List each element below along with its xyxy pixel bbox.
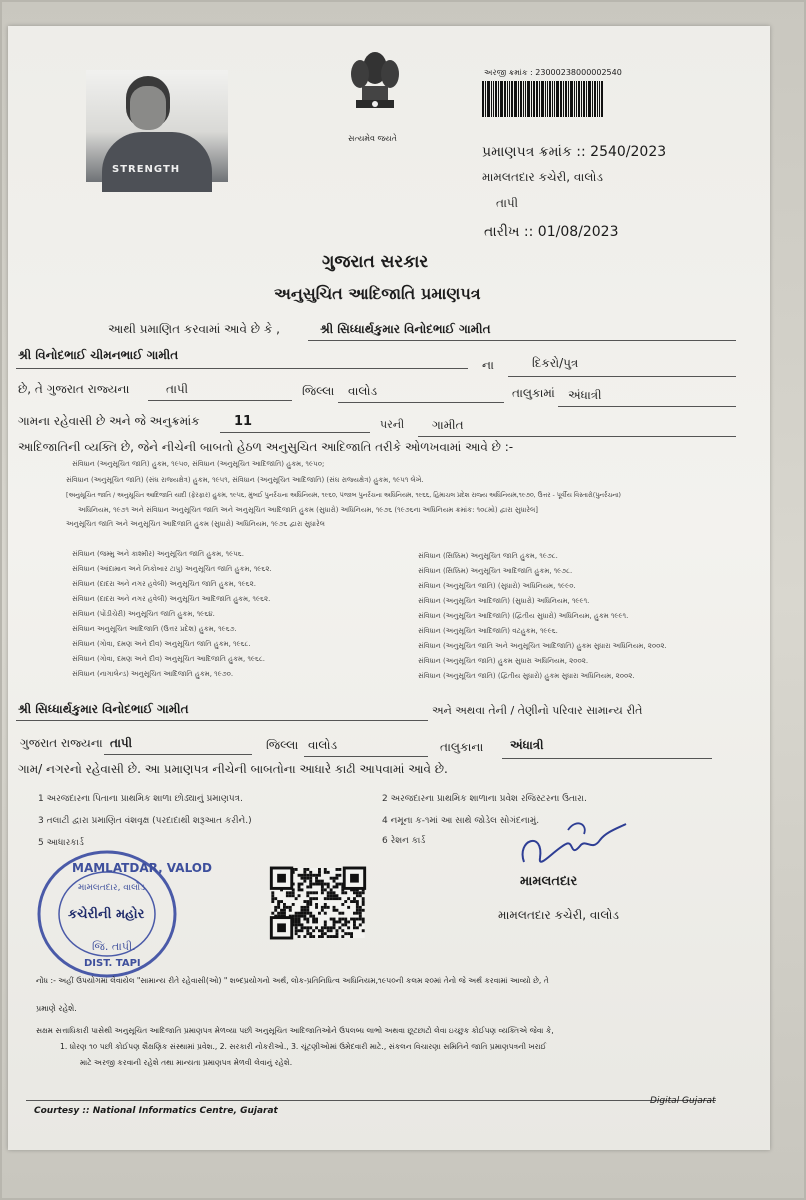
seal-bottom-text-en: DIST. TAPI [84, 958, 141, 969]
district-label: જિલ્લા [302, 384, 335, 398]
note-line-2: પ્રમાણે રહેશે. [36, 1004, 77, 1013]
relation: દિકરો/પુત્ર [532, 356, 579, 370]
district-label-2: જિલ્લા [266, 738, 299, 752]
note-line-5: માટે અરજી કરવાની રહેશે તથા માન્યતા પ્રમાણપત્ર મેળવી લેવાનું રહેશે. [80, 1058, 293, 1067]
seal-middle-text: મામલતદાર, વાલોડ [78, 883, 146, 893]
order-right-item: સંવિધાન (અનુસૂચિત જાતિ) (સુધારો) અધિનિયમ, ૧૯૯૦. [418, 582, 576, 590]
applicant-photo [86, 70, 228, 182]
orders-left-list [72, 550, 272, 685]
footer-courtesy: Courtesy :: National Informatics Centre, Gujarat [34, 1106, 278, 1116]
seal-bottom-text: જિ. તાપી. [92, 940, 136, 953]
order-right-item: સંવિધાન (અનુસૂચિત આદિજાતિ) (સુધારો) અધિનિયમ, ૧૯૯૧. [418, 597, 590, 605]
order-left-item: સંવિધાન (જમ્મુ અને કાશ્મીર) અનુસૂચિત જાતિ હુકમ, ૧૯૫૬. [72, 550, 244, 558]
order-left-item: સંવિધાન (ગોવા, દમણ અને દીવ) અનુસૂચિત જાતિ હુકમ, ૧૯૬૮. [72, 640, 251, 648]
village-value-2: અંધાત્રી [510, 738, 544, 752]
basis-sentence: ગામ/ નગરનો રહેવાસી છે. આ પ્રમાણપત્ર નીચેની બાબતોના આધારે કાઢી આપવામાં આવે છે. [18, 762, 448, 776]
candidate-name: શ્રી સિધ્ધાર્થકુમાર વિનોદભાઈ ગામીત [320, 322, 491, 336]
order-left-item: સંવિધાન અનુસૂચિત આદિજાતિ (ઉત્તર પ્રદેશ) હુકમ, ૧૯૬૭. [72, 625, 237, 633]
tribe-name: ગામીત [432, 418, 464, 432]
office-district: તાપી [496, 196, 519, 210]
resident-phrase: ગામના રહેવાસી છે અને જે અનુક્રમાંક [18, 414, 200, 428]
parent-name: શ્રી વિનોદભાઈ ચીમનભાઈ ગામીત [18, 348, 179, 362]
signatory-office: મામલતદાર કચેરી, વાલોડ [498, 908, 619, 922]
certificate-number: પ્રમાણપત્ર ક્રમાંક :: 2540/2023 [482, 144, 667, 160]
doc-item-3: 3 તલાટી દ્વારા પ્રમાણિત વંશવૃક્ષ (પરદાદાથી શરૂઆત કરીને.) [38, 816, 252, 826]
legal-line-3: [અનુસૂચિત જાતિ / અનુસૂચિત આદિજાતિ યાદી (ફેરફાર) હુકમ, ૧૯૫૬, મુંબઈ પુનર્રચના અધિનિયમ, ૧૯૬૦, પંજાબ પુનર્રચના અધિનિયમ, ૧૯૬૬, હિમાચલ પ્રદેશ રાજ્ય અધિનિયમ,૧૯૭૦, ઉત્તર - પૂર્વીય વિસ્તારો(પુનર્રચના) [66, 492, 621, 499]
seal-center-text: કચેરીની મહોર [68, 907, 145, 922]
office-name: મામલતદાર કચેરી, વાલોડ [482, 170, 603, 184]
office-seal-icon [32, 846, 212, 982]
order-left-item: સંવિધાન (નાગાલેન્ડ) અનુસૂચિત આદિજાતિ હુકમ, ૧૯૭૦. [72, 670, 234, 678]
application-number: અરજી ક્રમાંક : 23000238000002540 [484, 68, 622, 77]
district-value-2: તાપી [110, 736, 133, 750]
orders-right-list [418, 552, 667, 687]
taluka-value: વાલોડ [348, 384, 378, 398]
barcode [482, 81, 622, 117]
order-right-item: સંવિધાન (સિક્કિમ) અનુસૂચિત જાતિ હુકમ, ૧૯૭૮. [418, 552, 558, 560]
certificate-date: તારીખ :: 01/08/2023 [484, 224, 619, 240]
document-title: અનુસુચિત આદિજાતિ પ્રમાણપત્ર [274, 284, 481, 303]
legal-line-1: સંવિધાન (અનુસૂચિત જાતિ) હુકમ, ૧૯૫૦, સંવિધાન (અનુસૂચિત આદિજાતિ) હુકમ, ૧૯૫૦; [72, 460, 325, 468]
order-right-item: સંવિધાન (અનુસૂચિત જાતિ) (દ્વિતીય સુધારો) હુકમ સુધારા અધિનિયમ, ૨૦૦૨. [418, 672, 635, 680]
order-left-item: સંવિધાન (પોંડીચેરી) અનુસૂચિત જાતિ હુકમ, ૧૯૬૪. [72, 610, 215, 618]
taluka-value-2: વાલોડ [308, 738, 338, 752]
order-right-item: સંવિધાન (અનુસૂચિત આદિજાતિ) વટહુકમ, ૧૯૯૬. [418, 627, 558, 635]
para-label: પરની [380, 418, 405, 431]
tribe-sentence: આદિજાતિની વ્યક્તિ છે, જેને નીચેની બાબતો હેઠળ અનુસુચિત આદિજાતિ તરીકે ઓળખવામાં આવે છે :- [18, 440, 514, 454]
village-value: અંધાત્રી [568, 388, 602, 402]
signatory-title: મામલતદાર [520, 874, 578, 889]
note-line-4: 1. ધોરણ ૧૦ પછી કોઈપણ શૈક્ષણિક સંસ્થામાં પ્રવેશ., 2. સરકારી નોકરીઓ., 3. ચૂંટણીઓમાં ઉમેદવારી માટે., સંકલન વિચારણા સમિતિને જાતિ પ્રમાણપત્રની ખરાઈ [60, 1042, 547, 1051]
doc-item-6: 6 રેશન કાર્ડ [382, 836, 426, 846]
order-right-item: સંવિધાન (અનુસૂચિત આદિજાતિ) (દ્વિતીય સુધારો) અધિનિયમ, હુકમ ૧૯૯૧. [418, 612, 629, 620]
doc-item-2: 2 અરજદારના પ્રાથમિક શાળાના પ્રવેશ રજિસ્ટરના ઉતારા. [382, 794, 587, 804]
footer-digital-gujarat: Digital Gujarat [650, 1096, 716, 1106]
national-emblem-icon [342, 44, 408, 130]
district-value: તાપી [166, 382, 189, 396]
legal-line-4: અધિનિયમ, ૧૯૭૧ અને સંવિધાન અનુસૂચિત જાતિ અને અનુસૂચિત આદિજાતિ હુકમ (સુધારો) અધિનિયમ, ૧૯૭૬ (૧૯૭૬ના અધિનિયમ ક્રમાંક: ૧૦૮મો) દ્વારા સુધારેલ] [78, 506, 539, 514]
doc-item-5: 5 આધારકાર્ડ [38, 838, 84, 848]
family-phrase: અને અથવા તેની / તેણીનો પરિવાર સામાન્ય રીતે [432, 704, 643, 717]
candidate-name-2: શ્રી સિધ્ધાર્થકુમાર વિનોદભાઈ ગામીત [18, 702, 189, 716]
state-phrase: છે, તે ગુજરાત રાજ્યના [18, 382, 130, 396]
certificate-sheet [8, 26, 770, 1150]
order-left-item: સંવિધાન (ગોવા, દમણ અને દીવ) અનુસૂચિત આદિજાતિ હુકમ, ૧૯૬૮. [72, 655, 266, 663]
certification-intro: આથી પ્રમાણિત કરવામાં આવે છે કે , [108, 322, 280, 336]
order-left-item: સંવિધાન (આંદામાન અને નિકોબાર ટાપુ) અનુસૂચિત જાતિ હુકમ, ૧૯૬૨. [72, 565, 272, 573]
government-title: ગુજરાત સરકાર [322, 252, 429, 272]
order-right-item: સંવિધાન (અનુસૂચિત જાતિ અને અનુસૂચિત આદિજાતિ) હુકમ સુધારા અધિનિયમ, ૨૦૦૨. [418, 642, 667, 650]
order-left-item: સંવિધાન (દાદરા અને નગર હવેલી) અનુસૂચિત જાતિ હુકમ, ૧૯૬૨. [72, 580, 256, 588]
serial-number: 11 [234, 414, 253, 429]
doc-item-4: 4 નમૂના ક-૧માં આ સાથે જોડેલ સોગંદનામું. [382, 816, 540, 826]
of-label: ના [482, 358, 494, 372]
state-phrase-2: ગુજરાત રાજ્યના [20, 736, 103, 750]
legal-line-5: અનુસૂચિત જાતિ અને અનુસૂચિત આદિજાતિ હુકમ (સુધારો) અધિનિયમ, ૧૯૭૬ દ્વારા સુધારેલ [66, 520, 325, 528]
photo-shirt-text: STRENGTH [112, 164, 181, 175]
taluka-label-2: તાલુકાના [440, 740, 484, 754]
order-right-item: સંવિધાન (અનુસૂચિત જાતિ) હુકમ સુધારા અધિનિયમ, ૨૦૦૨. [418, 657, 589, 665]
photo-background [2, 2, 804, 1198]
taluka-label: તાલુકામાં [512, 386, 555, 400]
signature-icon [514, 800, 634, 880]
seal-top-text: MAMLATDAR, VALOD [72, 861, 212, 875]
order-right-item: સંવિધાન (સિક્કિમ) અનુસૂચિત આદિજાતિ હુકમ, ૧૯૭૮. [418, 567, 573, 575]
emblem-motto: સત્યમેવ જયતે [348, 134, 397, 143]
doc-item-1: 1 અરજદારના પિતાના પ્રાથમિક શાળા છોડ્યાનું પ્રમાણપત્ર. [38, 794, 243, 804]
note-line-1: નોંધ :- અહીં ઉપયોગમાં લેવાયેલ "સામાન્ય રીતે રહેવાસી(ઓ) " શબ્દપ્રયોગનો અર્થ, લોક-પ્રતિનિધિત્વ અધિનિયમ,૧૯૫૦ની કલમ ૨૦માં તેનો જે અર્થ કરવામાં આવ્યો છે, તે [36, 976, 549, 985]
qr-code-icon [270, 868, 366, 938]
legal-line-2: સંવિધાન (અનુસૂચિત જાતિ) (સંઘ રાજ્યક્ષેત્ર) હુકમ, ૧૯૫૧, સંવિધાન (અનુસૂચિત આદિજાતિ) (સંઘ રાજ્યક્ષેત્ર) હુકમ, ૧૯૫૧ લેખે. [66, 476, 424, 484]
note-line-3: સક્ષમ સત્તાધિકારી પાસેથી અનુસૂચિત આદિજાતિ પ્રમાણપત્ર મેળવ્યા પછી અનુસૂચિત આદિજાતિઓને ઉપલબ્ધ લાભો અથવા છૂટછાટો લેવા ઇચ્છુક કોઈપણ વ્યક્તિએ જેવા કે, [36, 1026, 554, 1035]
order-left-item: સંવિધાન (દાદરા અને નગર હવેલી) અનુસૂચિત આદિજાતિ હુકમ, ૧૯૬૨. [72, 595, 271, 603]
